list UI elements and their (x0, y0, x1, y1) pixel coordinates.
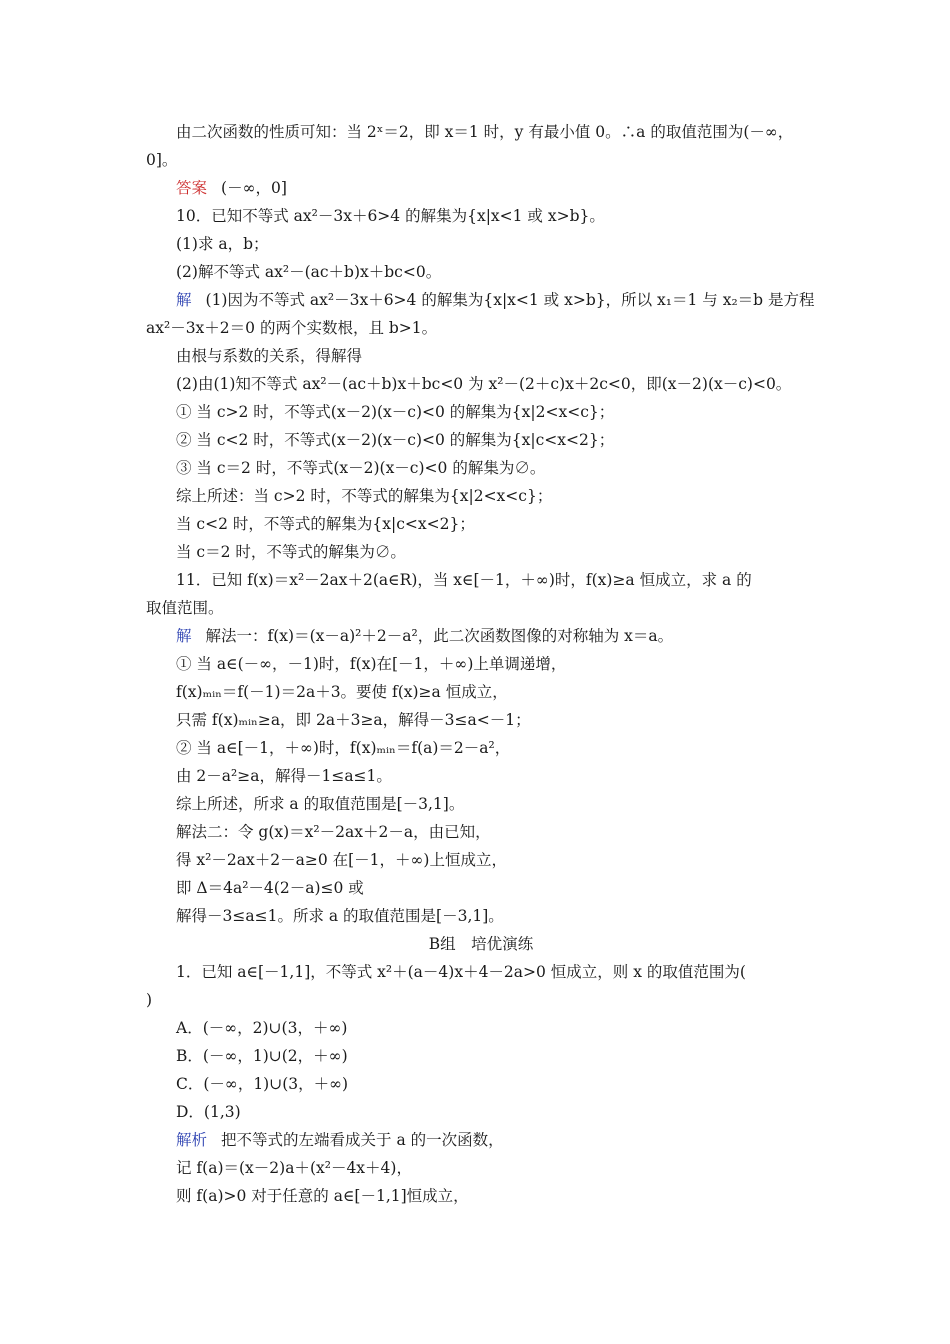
text-line: ① 当 c>2 时，不等式(x－2)(x－c)<0 的解集为{x|2<x<c}； (176, 403, 615, 421)
text-line: (1)求 a，b； (176, 235, 269, 253)
text-line: 取值范围。 (146, 599, 224, 617)
solution-line: 解 (1)因为不等式 ax²－3x＋6>4 的解集为{x|x<1 或 x>b}，所以 x₁＝1 与 x₂＝b 是方程 (176, 291, 815, 309)
question-1: 1．已知 a∈[－1,1]，不等式 x²＋(a－4)x＋4－2a>0 恒成立，则 x 的取值范围为( (176, 963, 746, 981)
text-line: 当 c＝2 时，不等式的解集为∅。 (176, 543, 406, 561)
text-line: 记 f(a)＝(x－2)a＋(x²－4x＋4)， (176, 1159, 412, 1177)
text-line: (2)由(1)知不等式 ax²－(ac＋b)x＋bc<0 为 x²－(2＋c)x＋2c<0，即(x－2)(x－c)<0。 (176, 375, 792, 393)
section-heading: B组 培优演练 (428, 935, 534, 953)
answer-label: 答案 (176, 179, 208, 197)
option-d: D．(1,3) (176, 1103, 241, 1121)
text-line: 得 x²－2ax＋2－a≥0 在[－1，＋∞)上恒成立， (176, 851, 507, 869)
text-line: 即 Δ＝4a²－4(2－a)≤0 或 (176, 879, 364, 897)
text-line: 综上所述：当 c>2 时，不等式的解集为{x|2<x<c}； (176, 487, 553, 505)
text-line: ③ 当 c＝2 时，不等式(x－2)(x－c)<0 的解集为∅。 (176, 459, 546, 477)
answer-line: 答案 (－∞，0] (176, 179, 287, 197)
solution-label: 解 (176, 627, 192, 645)
text-line: 由 2－a²≥a，解得－1≤a≤1。 (176, 767, 392, 785)
text-line: ) (146, 991, 153, 1009)
option-c: C．(－∞，1)∪(3，＋∞) (176, 1075, 349, 1093)
question-10: 10．已知不等式 ax²－3x＋6>4 的解集为{x|x<1 或 x>b}。 (176, 207, 605, 225)
analysis-line: 解析 把不等式的左端看成关于 a 的一次函数， (176, 1131, 504, 1149)
text-line: (2)解不等式 ax²－(ac＋b)x＋bc<0。 (176, 263, 442, 281)
text-line: ② 当 c<2 时，不等式(x－2)(x－c)<0 的解集为{x|c<x<2}； (176, 431, 615, 449)
text-line: ② 当 a∈[－1，＋∞)时，f(x)ₘᵢₙ＝f(a)＝2－a²， (176, 739, 511, 757)
text-line: ① 当 a∈(－∞，－1)时，f(x)在[－1，＋∞)上单调递增， (176, 655, 567, 673)
text-line: 由根与系数的关系，得解得 (176, 347, 363, 365)
solution-line: 解 解法一：f(x)＝(x－a)²＋2－a²，此二次函数图像的对称轴为 x＝a。 (176, 627, 674, 645)
text-line: 解法二：令 g(x)＝x²－2ax＋2－a，由已知， (176, 823, 491, 841)
question-11: 11．已知 f(x)＝x²－2ax＋2(a∈R)，当 x∈[－1，＋∞)时，f(x)≥a 恒成立，求 a 的 (176, 571, 752, 589)
solution-label: 解 (176, 291, 192, 309)
text-line: 综上所述，所求 a 的取值范围是[－3,1]。 (176, 795, 465, 813)
analysis-label: 解析 (176, 1131, 208, 1149)
text-line: ax²－3x＋2＝0 的两个实数根，且 b>1。 (146, 319, 438, 337)
text-line: 只需 f(x)ₘᵢₙ≥a，即 2a＋3≥a，解得－3≤a<－1； (176, 711, 531, 729)
text-line: 0]。 (146, 151, 178, 169)
text-line: 则 f(a)>0 对于任意的 a∈[－1,1]恒成立， (176, 1187, 469, 1205)
text-line: 由二次函数的性质可知：当 2ˣ＝2，即 x＝1 时，y 有最小值 0。∴a 的取值范围为(－∞， (176, 123, 794, 141)
option-a: A．(－∞，2)∪(3，＋∞) (176, 1019, 348, 1037)
text-line: 当 c<2 时，不等式的解集为{x|c<x<2}； (176, 515, 475, 533)
option-b: B．(－∞，1)∪(2，＋∞) (176, 1047, 348, 1065)
text-line: 解得－3≤a≤1。所求 a 的取值范围是[－3,1]。 (176, 907, 504, 925)
text-line: f(x)ₘᵢₙ＝f(－1)＝2a＋3。要使 f(x)≥a 恒成立， (176, 683, 508, 701)
